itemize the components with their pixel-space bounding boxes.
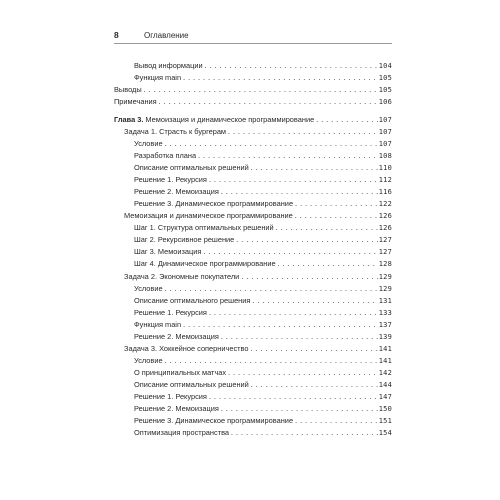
toc-page-number: 116 [378,188,392,196]
dot-leader [220,403,378,415]
dot-leader [250,379,378,391]
toc-page-number: 107 [378,140,392,148]
toc-entry [114,222,392,234]
toc-entry-title [134,138,163,150]
toc-entry-title [134,331,219,343]
toc-entry-text: Условие [134,139,163,148]
toc-page-number: 106 [378,98,392,106]
chapter-label: Глава 3. [114,115,144,124]
toc-page-number: 104 [378,62,392,70]
toc-page-number: 108 [378,152,392,160]
toc-entry [114,60,392,72]
toc-page-number: 133 [378,309,392,317]
dot-leader [235,234,377,246]
dot-leader [158,96,378,108]
toc-entry-title [134,367,226,379]
toc-entry-title [114,96,157,108]
toc-entry-text: Решение 2. Мемоизация [134,404,219,413]
toc-page-number: 139 [378,333,392,341]
toc-entry-title [134,355,163,367]
toc-page-number: 147 [378,393,392,401]
dot-leader [275,222,378,234]
toc-entry [114,174,392,186]
toc-entry-text: О принципиальных матчах [134,368,227,377]
toc-page-number: 154 [378,429,392,437]
dot-leader [251,295,377,307]
toc-entry [114,258,392,270]
toc-entry [114,343,392,355]
toc-entry-title [124,126,226,138]
toc-entry-text: Условие [134,356,163,365]
toc-entry-title [134,234,234,246]
toc-page-number: 141 [378,345,392,353]
dot-leader [294,210,378,222]
toc-entry-text: Решение 2. Мемоизация [134,332,219,341]
toc-entry [114,379,392,391]
toc-page-number: 126 [378,224,392,232]
toc-entry-title [134,60,203,72]
toc-entry-text: Мемоизация и динамическое программирование [124,211,293,220]
toc-entry-title [134,186,219,198]
toc-entry [114,72,392,84]
dot-leader [202,246,377,258]
dot-leader [204,60,378,72]
dot-leader [208,174,378,186]
toc-entry-title [134,283,163,295]
toc-page-number: 127 [378,236,392,244]
toc-entry-title [134,391,207,403]
toc-entry-text: Функция main [134,73,182,82]
toc-entry-text: Решение 1. Рекурсия [134,392,207,401]
dot-leader [164,283,378,295]
running-head: Оглавление [144,31,189,40]
dot-leader [182,319,378,331]
toc-page-number: 150 [378,405,392,413]
toc-entry-title [134,150,196,162]
page-number: 8 [114,30,119,40]
toc-entry [114,295,392,307]
toc-entry-text: Описание оптимального решения [134,296,251,305]
toc-entry-text: Задача 2. Экономные покупатели [124,272,240,281]
toc-entry-title [124,271,239,283]
dot-leader [220,331,378,343]
toc-entry [114,415,392,427]
dot-leader [197,150,378,162]
toc-page-number: 112 [378,176,392,184]
dot-leader [294,198,378,210]
toc-entry-title [134,403,219,415]
toc-entry-text: Шаг 1. Структура оптимальных решений [134,223,274,232]
dot-leader [277,258,378,270]
toc-entry-text: Задача 1. Страсть к бургерам [124,127,227,136]
toc-page-number: 151 [378,417,392,425]
toc-entry-text: Функция main [134,320,182,329]
toc-page-number: 128 [378,260,392,268]
toc-page-number: 122 [378,200,392,208]
toc-entry-title [134,174,207,186]
toc-entry-text: Шаг 4. Динамическое программирование [134,259,276,268]
toc-entry [114,331,392,343]
toc-entry [114,186,392,198]
toc-entry-text: Мемоизация и динамическое программирование [145,115,315,124]
toc-entry-text: Разработка плана [134,151,197,160]
toc-entry-text: Решение 1. Рекурсия [134,175,207,184]
toc-entry-text: Примечания [114,97,157,106]
toc-entry-title [134,427,229,439]
toc-entry-title [114,84,142,96]
toc-entry [114,234,392,246]
dot-leader [315,114,378,126]
toc-entry-title [134,319,181,331]
dot-leader [208,391,378,403]
dot-leader [164,138,378,150]
toc-page-number: 127 [378,248,392,256]
toc-entry [114,283,392,295]
toc-page-number: 144 [378,381,392,389]
dot-leader [240,271,377,283]
toc-entry [114,198,392,210]
toc-entry-text: Оптимизация пространства [134,428,230,437]
toc-entry [114,355,392,367]
dot-leader [249,343,377,355]
toc-entry-title [134,379,249,391]
toc-entry-title [134,258,276,270]
page-header [114,31,392,44]
toc-entry-text: Задача 3. Хоккейное соперничество [124,344,249,353]
toc-entry-title [134,307,207,319]
toc-entry-text: Условие [134,284,163,293]
dot-leader [227,367,378,379]
toc-entry-title [114,114,314,126]
dot-leader [250,162,378,174]
toc-entry [114,150,392,162]
toc-entry-title [134,198,293,210]
toc-entry-text: Решение 2. Мемоизация [134,187,219,196]
toc-entry [114,96,392,108]
toc-entry-title [134,222,274,234]
toc-entry-title [134,72,181,84]
toc-entry-title [134,415,293,427]
dot-leader [230,427,378,439]
toc-entry-title [124,343,248,355]
toc-entry-title [134,162,249,174]
toc-page-number: 141 [378,357,392,365]
toc-entry-title [134,246,201,258]
toc-page-number: 131 [378,297,392,305]
dot-leader [182,72,378,84]
toc-entry-text: Вывод информации [134,61,203,70]
toc-entry [114,307,392,319]
toc-entry-text: Описание оптимальных решений [134,163,249,172]
toc-page-number: 110 [378,164,392,172]
toc-page-number: 129 [378,285,392,293]
toc-entry [114,367,392,379]
dot-leader [143,84,378,96]
toc-page-number: 107 [378,116,392,124]
toc-entry-text: Выводы [114,85,142,94]
toc-entry-text: Шаг 2. Рекурсивное решение [134,235,235,244]
dot-leader [164,355,378,367]
toc-entry-text: Шаг 3. Мемоизация [134,247,202,256]
toc-entry [114,271,392,283]
dot-leader [294,415,378,427]
toc-entry-title [124,210,293,222]
toc-page-number: 105 [378,74,392,82]
toc-entry [114,391,392,403]
toc-entry [114,210,392,222]
toc-entry-text: Решение 1. Рекурсия [134,308,207,317]
toc-entry-title [134,295,250,307]
toc-entry [114,427,392,439]
toc-page-number: 126 [378,212,392,220]
toc-page-number: 105 [378,86,392,94]
dot-leader [208,307,378,319]
toc-entry [114,162,392,174]
toc-entry [114,319,392,331]
toc-entry [114,403,392,415]
toc-entry [114,84,392,96]
toc-entry [114,126,392,138]
toc-page-number: 129 [378,273,392,281]
toc-entry-text: Описание оптимальных решений [134,380,249,389]
dot-leader [220,186,378,198]
toc-chapter-entry [114,114,392,126]
toc-page-number: 107 [378,128,392,136]
toc-page-number: 137 [378,321,392,329]
toc-entry-text: Решение 3. Динамическое программирование [134,416,294,425]
dot-leader [227,126,378,138]
toc-entry-text: Решение 3. Динамическое программирование [134,199,294,208]
toc-entry [114,246,392,258]
toc-entry [114,138,392,150]
toc-page-number: 142 [378,369,392,377]
